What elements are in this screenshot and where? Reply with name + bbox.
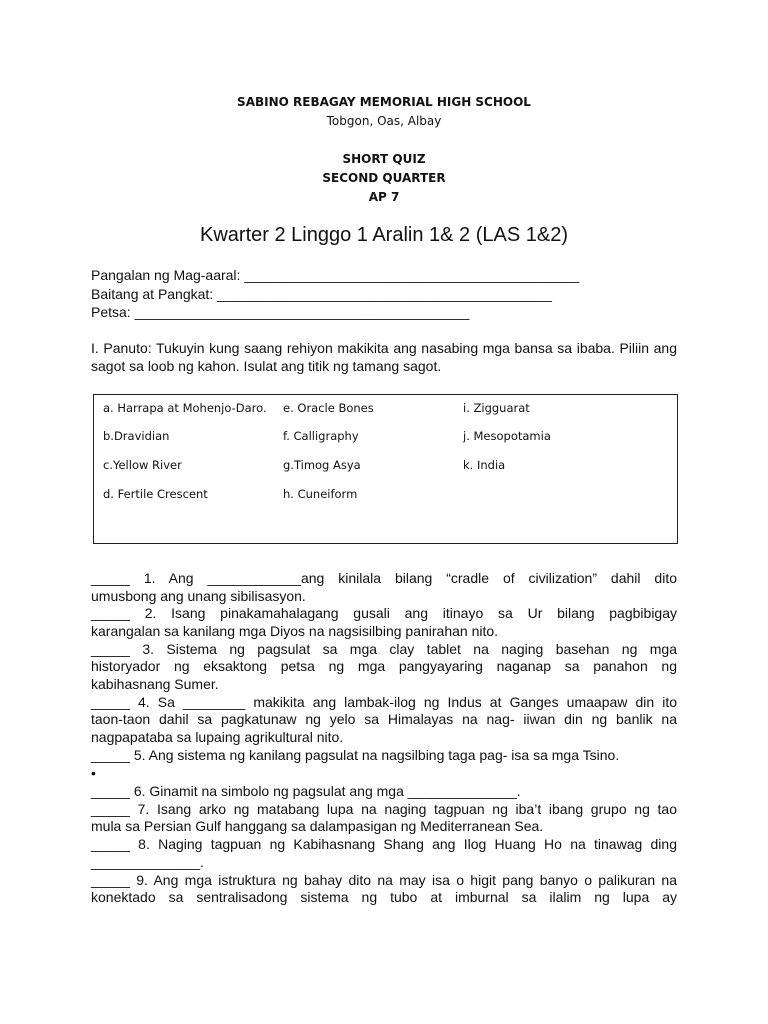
grade-section-field: Baitang at Pangkat: ___________________________________________ — [91, 286, 552, 302]
choice-j: j. Mesopotamia — [463, 429, 551, 443]
question-3-line-1: _____ 3. Sistema ng pagsulat sa mga clay tablet na naging basehan ng mga — [91, 641, 677, 657]
question-9-line-2: konektado sa sentralisadong sistema ng tubo at imburnal sa ilalim ng lupa ay — [91, 889, 677, 905]
question-9-line-1: _____ 9. Ang mga istruktura ng bahay dito na may isa o higit pang banyo o palikuran na — [91, 872, 677, 888]
choice-f: f. Calligraphy — [283, 429, 359, 443]
question-4-line-1: _____ 4. Sa ________ makikita ang lambak-ilog ng Indus at Ganges umaapaw din ito — [91, 694, 677, 710]
choice-a: a. Harrapa at Mohenjo-Daro. — [103, 401, 267, 415]
question-7-line-1: _____ 7. Isang arko ng matabang lupa na naging tagpuan ng iba’t ibang grupo ng tao — [91, 801, 677, 817]
choice-h: h. Cuneiform — [283, 487, 358, 501]
lesson-title: Kwarter 2 Linggo 1 Aralin 1& 2 (LAS 1&2) — [200, 224, 568, 246]
question-3-line-3: kabihasnang Sumer. — [91, 676, 219, 692]
question-7-line-2: mula sa Persian Gulf hanggang sa dalampasigan ng Mediterranean Sea. — [91, 818, 544, 834]
question-8-line-2: ______________. — [91, 854, 204, 870]
choice-e: e. Oracle Bones — [283, 401, 374, 415]
question-1-line-1: _____ 1. Ang ____________ang kinilala bilang “cradle of civilization” dahil dito — [91, 570, 677, 586]
question-5: _____ 5. Ang sistema ng kanilang pagsulat na nagsilbing taga pag- isa sa mga Tsino. — [91, 747, 620, 763]
choice-i: i. Zigguarat — [463, 401, 530, 415]
subject-label: AP 7 — [368, 190, 400, 204]
bullet-mark: • — [91, 765, 96, 781]
instructions: I. Panuto: Tukuyin kung saang rehiyon makikita ang nasabing mga bansa sa ibaba. Piliin ang sagot sa loob ng kahon. Isulat ang titik ng tamang sagot. — [91, 340, 677, 374]
question-8-line-1: _____ 8. Naging tagpuan ng Kabihasnang Shang ang Ilog Huang Ho na tinawag ding — [91, 836, 677, 852]
choice-k: k. India — [463, 458, 506, 472]
choice-d: d. Fertile Crescent — [103, 487, 208, 501]
school-address: Tobgon, Oas, Albay — [326, 114, 442, 128]
question-3-line-2: historyador ng eksaktong petsa ng mga pangyayaring naganap sa panahon ng — [91, 658, 677, 674]
question-2-line-1: _____ 2. Isang pinakamahalagang gusali ang itinayo sa Ur bilang pagbibigay — [91, 605, 677, 621]
question-4-line-3: nagpapataba sa lupaing agrikultural nito. — [91, 729, 344, 745]
quiz-label: SHORT QUIZ — [342, 152, 426, 166]
student-name-field: Pangalan ng Mag-aaral: ___________________________________________ — [91, 267, 580, 283]
choice-b: b.Dravidian — [103, 429, 170, 443]
choice-g: g.Timog Asya — [283, 458, 361, 472]
question-2-line-2: karangalan sa kanilang mga Diyos na nagsisilbing panirahan nito. — [91, 623, 499, 639]
quarter-label: SECOND QUARTER — [322, 171, 446, 185]
school-name: SABINO REBAGAY MEMORIAL HIGH SCHOOL — [237, 95, 531, 109]
question-1-line-2: umusbong ang unang sibilisasyon. — [91, 588, 306, 604]
question-4-line-2: taon-taon dahil sa pagkatunaw ng yelo sa Himalayas na nag- iiwan din ng banlik na — [91, 711, 677, 727]
date-field: Petsa: ___________________________________________ — [91, 304, 470, 320]
choice-c: c.Yellow River — [103, 458, 182, 472]
question-6: _____ 6. Ginamit na simbolo ng pagsulat ang mga ______________. — [91, 783, 521, 799]
